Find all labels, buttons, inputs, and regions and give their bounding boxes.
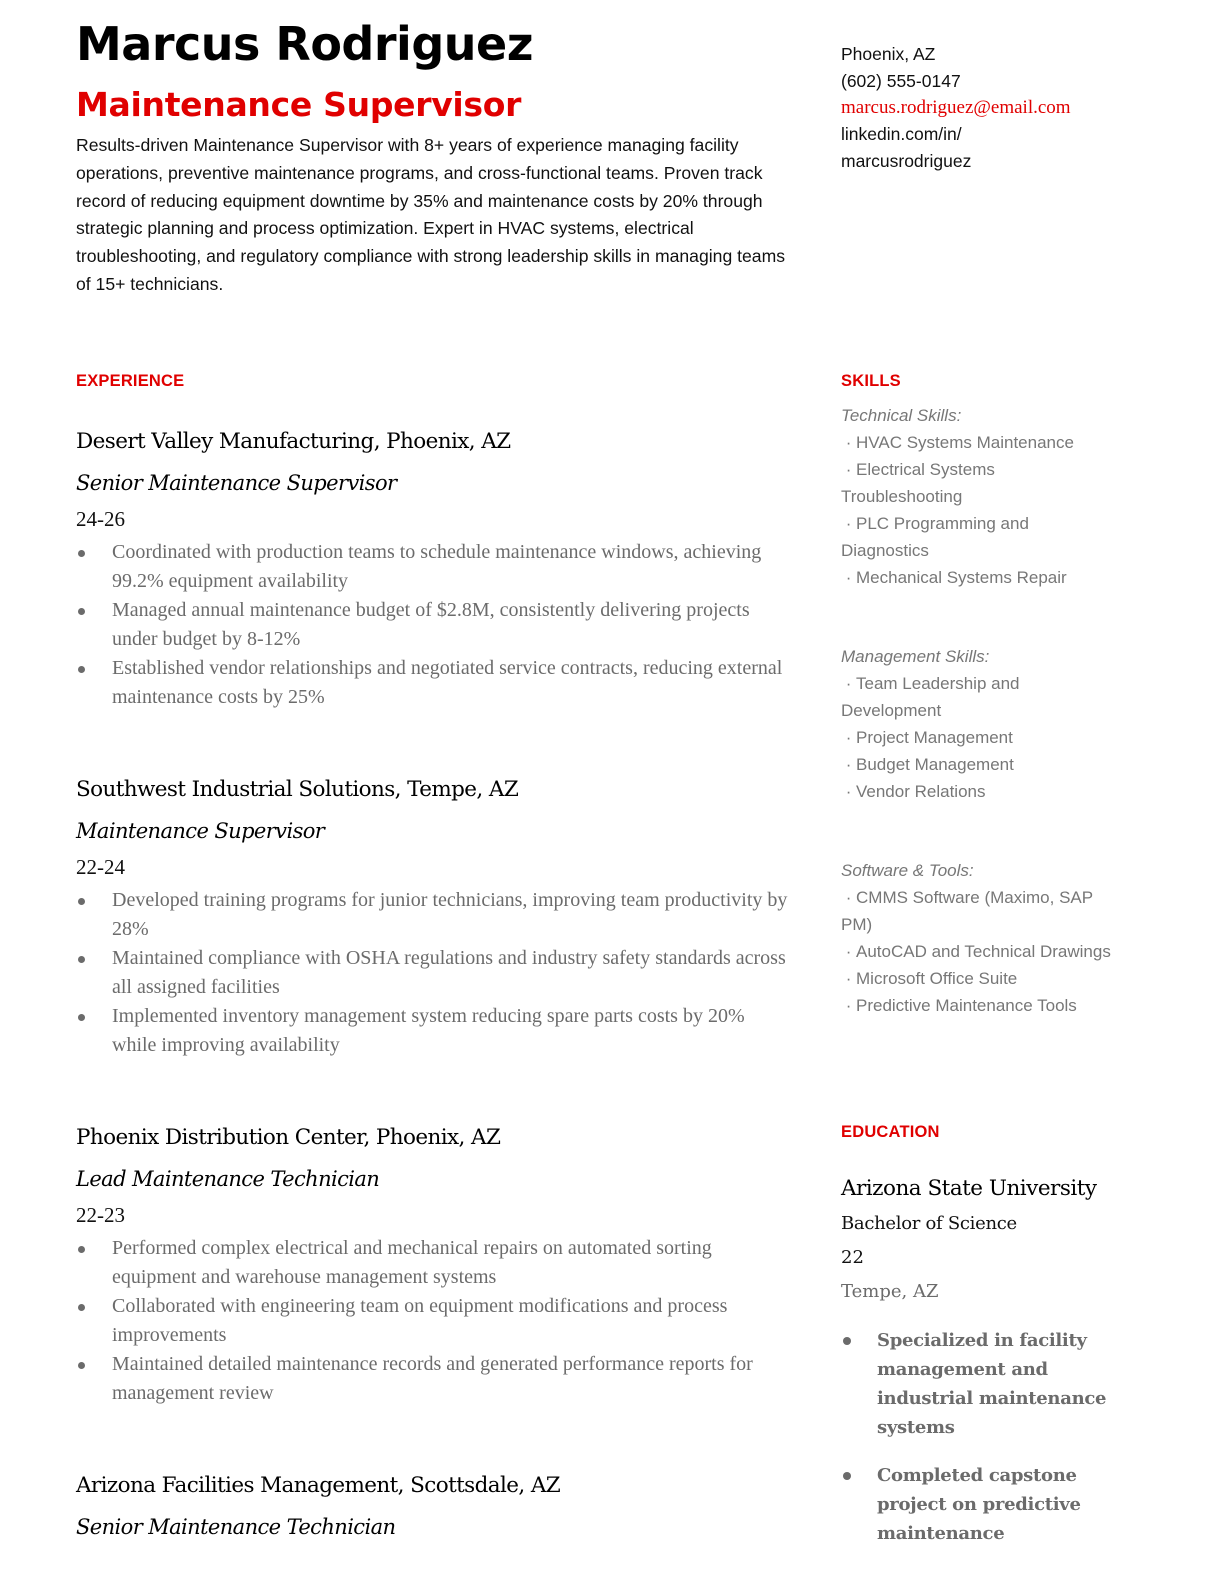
- job-bullet: [76, 654, 791, 712]
- education-bullets: [841, 1326, 1116, 1548]
- job-role: Senior Maintenance Supervisor: [76, 471, 397, 495]
- bullet-icon: [78, 898, 85, 905]
- bullet-icon: ·: [841, 514, 852, 533]
- bullet-icon: [78, 956, 85, 963]
- bullet-icon: [78, 550, 85, 557]
- skill-item: · AutoCAD and Technical Drawings: [841, 938, 1111, 965]
- job-company: Phoenix Distribution Center, Phoenix, AZ: [76, 1125, 501, 1150]
- bullet-icon: [78, 1304, 85, 1311]
- skill-category: Software & Tools:: [841, 861, 974, 880]
- education-heading: EDUCATION: [841, 1123, 940, 1141]
- education-bullet: [841, 1326, 1116, 1442]
- education-entry: [841, 1172, 1116, 1567]
- skill-item: · CMMS Software (Maximo, SAP PM): [841, 884, 1111, 938]
- bullet-icon: ·: [841, 568, 852, 587]
- bullet-icon: ·: [841, 460, 852, 479]
- job-bullet: [76, 538, 791, 596]
- job-bullet: [76, 886, 791, 944]
- skill-item: · Mechanical Systems Repair: [841, 564, 1111, 591]
- job-role: Maintenance Supervisor: [76, 819, 325, 843]
- bullet-text: Maintained compliance with OSHA regulations and industry safety standards across all assigned facilities: [112, 947, 786, 998]
- candidate-name: Marcus Rodriguez: [76, 17, 533, 71]
- candidate-title: Maintenance Supervisor: [76, 85, 522, 124]
- contact-email[interactable]: marcus.rodriguez@email.com: [841, 97, 1071, 118]
- bullet-text: Coordinated with production teams to schedule maintenance windows, achieving 99.2% equipment availability: [112, 541, 762, 592]
- job-role: Lead Maintenance Technician: [76, 1167, 380, 1191]
- job-entry: [76, 1123, 791, 1408]
- contact-info: [841, 41, 1106, 175]
- job-dates: 24-26: [76, 507, 125, 531]
- job-bullets: [76, 886, 791, 1060]
- bullet-icon: ·: [841, 996, 852, 1015]
- bullet-text: Developed training programs for junior technicians, improving team productivity by 28%: [112, 889, 788, 940]
- job-dates: 22-24: [76, 855, 125, 879]
- bullet-icon: [843, 1337, 851, 1345]
- bullet-icon: ·: [841, 433, 852, 452]
- job-bullets: [76, 538, 791, 712]
- education-year: 22: [841, 1247, 864, 1268]
- bullet-icon: ·: [841, 969, 852, 988]
- bullet-text: Completed capstone project on predictive maintenance: [877, 1465, 1081, 1544]
- professional-summary: Results-driven Maintenance Supervisor with 8+ years of experience managing facility operations, preventive maintenance programs, and cross-functional teams. Proven track record of reducing equipment downtime by 35% and maintenance costs by 20% through strategic planning and process optimization. Expert in HVAC systems, electrical troubleshooting, and regulatory compliance with strong leadership skills in managing teams of 15+ technicians.: [76, 135, 786, 294]
- job-company: Southwest Industrial Solutions, Tempe, AZ: [76, 777, 519, 802]
- skill-item: · Project Management: [841, 724, 1111, 751]
- bullet-icon: [843, 1472, 851, 1480]
- bullet-icon: [78, 1014, 85, 1021]
- skill-group-technical: [841, 402, 1111, 591]
- job-bullet: [76, 1292, 791, 1350]
- job-bullet: [76, 1350, 791, 1408]
- job-entry: [76, 1471, 791, 1542]
- skill-item: · Electrical Systems Troubleshooting: [841, 456, 1111, 510]
- contact-phone[interactable]: (602) 555-0147: [841, 71, 961, 91]
- skill-category: Technical Skills:: [841, 406, 962, 425]
- bullet-icon: [78, 608, 85, 615]
- bullet-icon: ·: [841, 888, 852, 907]
- skills-heading: SKILLS: [841, 372, 901, 390]
- bullet-text: Implemented inventory management system reducing spare parts costs by 20% while improving availability: [112, 1005, 745, 1056]
- job-entry: [76, 775, 791, 1060]
- contact-linkedin-1[interactable]: linkedin.com/in/: [841, 124, 962, 144]
- skill-group-management: [841, 643, 1111, 805]
- bullet-icon: ·: [841, 728, 852, 747]
- education-school: Arizona State University: [841, 1176, 1097, 1201]
- bullet-icon: [78, 1246, 85, 1253]
- bullet-text: Established vendor relationships and negotiated service contracts, reducing external maintenance costs by 25%: [112, 657, 783, 708]
- skill-item: · Vendor Relations: [841, 778, 1111, 805]
- education-location: Tempe, AZ: [841, 1281, 939, 1302]
- bullet-icon: ·: [841, 942, 852, 961]
- bullet-icon: ·: [841, 674, 852, 693]
- job-bullet: [76, 944, 791, 1002]
- skill-item: · Predictive Maintenance Tools: [841, 992, 1111, 1019]
- education-degree: Bachelor of Science: [841, 1213, 1017, 1234]
- bullet-text: Managed annual maintenance budget of $2.8M, consistently delivering projects under budget by 8-12%: [112, 599, 750, 650]
- skill-item: · PLC Programming and Diagnostics: [841, 510, 1111, 564]
- skill-item: · HVAC Systems Maintenance: [841, 429, 1111, 456]
- skill-category: Management Skills:: [841, 647, 990, 666]
- job-bullets: [76, 1234, 791, 1408]
- skill-item: · Microsoft Office Suite: [841, 965, 1111, 992]
- skill-item: · Budget Management: [841, 751, 1111, 778]
- job-bullet: [76, 596, 791, 654]
- bullet-icon: [78, 666, 85, 673]
- skill-group-software: [841, 857, 1111, 1019]
- bullet-text: Maintained detailed maintenance records and generated performance reports for management review: [112, 1353, 753, 1404]
- bullet-icon: [78, 1362, 85, 1369]
- job-company: Arizona Facilities Management, Scottsdale, AZ: [76, 1473, 561, 1498]
- bullet-text: Specialized in facility management and industrial maintenance systems: [877, 1330, 1107, 1438]
- job-role: Senior Maintenance Technician: [76, 1515, 396, 1539]
- experience-heading: EXPERIENCE: [76, 372, 185, 390]
- contact-linkedin-2[interactable]: marcusrodriguez: [841, 151, 972, 171]
- job-entry: [76, 427, 791, 712]
- job-company: Desert Valley Manufacturing, Phoenix, AZ: [76, 429, 511, 454]
- bullet-text: Performed complex electrical and mechanical repairs on automated sorting equipment and warehouse management systems: [112, 1237, 712, 1288]
- skill-item: · Team Leadership and Development: [841, 670, 1111, 724]
- contact-location: Phoenix, AZ: [841, 44, 936, 64]
- education-bullet: [841, 1461, 1116, 1548]
- job-dates: 22-23: [76, 1203, 125, 1227]
- job-bullet: [76, 1002, 791, 1060]
- bullet-text: Collaborated with engineering team on equipment modifications and process improvements: [112, 1295, 728, 1346]
- job-bullet: [76, 1234, 791, 1292]
- bullet-icon: ·: [841, 782, 852, 801]
- bullet-icon: ·: [841, 755, 852, 774]
